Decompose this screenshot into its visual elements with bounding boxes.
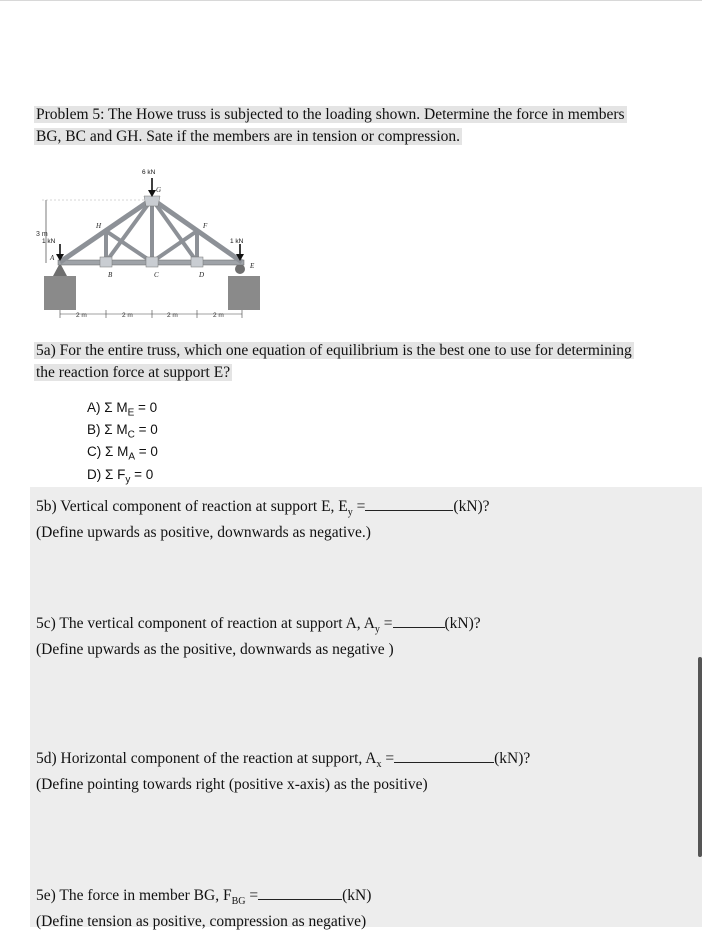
span-label-2: 2 m [122,312,133,319]
question-5e-note: (Define tension as positive, compression as negative) [36,913,367,931]
gusset-D [191,257,203,267]
node-label-F: F [203,222,208,230]
option-d[interactable]: D) Σ $F_y = 0$ [87,466,154,486]
gusset-B [100,257,112,267]
question-5d: 5d) Horizontal component of the reaction at support, $A_x = (kN)$? (Define pointing towards right (positive x-axis) as the positive) [36,750,531,794]
problem-line-2: BG, BC and GH. Sate if the members are in tension or compression. [36,128,461,145]
node-label-G: G [156,186,162,194]
option-c[interactable]: C) Σ $M_A = 0$ [87,444,158,464]
right-load-label: 1 kN [230,238,244,245]
question-5e: 5e) The force in member BG, $F_{BG} = (kN)$ (Define tension as positive, compression as negative) [36,887,372,931]
problem-statement [34,104,684,148]
question-5a-line-2: the reaction force at support E? [36,364,231,381]
question-5a-line-1: 5a) For the entire truss, which one equation of equilibrium is the best one to use for determining [36,342,632,359]
member-HC [106,231,152,262]
node-label-D: D [199,271,205,279]
span-label-1: 2 m [76,312,87,319]
question-5c-note: (Define upwards as the positive, downwards as negative ) [36,641,394,659]
span-label-4: 2 m [213,312,224,319]
option-b[interactable]: B) Σ $M_C = 0$ [87,422,158,441]
option-a[interactable]: A) Σ $M_E = 0$ [87,400,158,419]
question-5b: 5b) Vertical component of reaction at support E, $E_y = (kN)$? (Define upwards as positive, downwards as negative.) [36,498,490,542]
gusset-C [146,257,158,267]
top-load-label: 6 kN [142,169,156,176]
member-FC [152,231,197,262]
height-label: 3 m [36,231,48,238]
node-label-A: A [50,254,55,262]
node-label-H: H [96,222,102,230]
left-support-pedestal [44,276,76,310]
right-support-pedestal [228,276,260,310]
page-top-divider [0,0,702,1]
howe-truss-figure [32,166,267,326]
answer-region-background [30,487,702,927]
answer-blank-5d[interactable] [394,748,494,763]
gusset-G [144,196,160,206]
left-load-label: 1 kN [42,238,56,245]
node-label-B: B [108,271,113,279]
right-roller-support [235,264,245,274]
question-5c: 5c) The vertical component of reaction at support A, $A_y = (kN)$? (Define upwards as the positive, downwards as negative ) [36,615,481,659]
problem-line-1: Problem 5: The Howe truss is subjected to the loading shown. Determine the force in members [36,106,625,123]
vertical-scrollbar[interactable] [698,657,702,857]
span-label-3: 2 m [167,312,178,319]
answer-blank-5e[interactable] [258,885,342,900]
answer-blank-5c[interactable] [393,613,445,628]
answer-options [87,400,158,489]
node-label-C: C [154,271,159,279]
member-GD [152,199,197,262]
member-GB [106,199,152,262]
node-label-E: E [250,262,255,270]
question-5a [34,340,694,384]
question-5d-note: (Define pointing towards right (positive x-axis) as the positive) [36,776,428,794]
answer-blank-5b[interactable] [365,496,453,511]
question-5b-note: (Define upwards as positive, downwards as negative.) [36,524,371,542]
